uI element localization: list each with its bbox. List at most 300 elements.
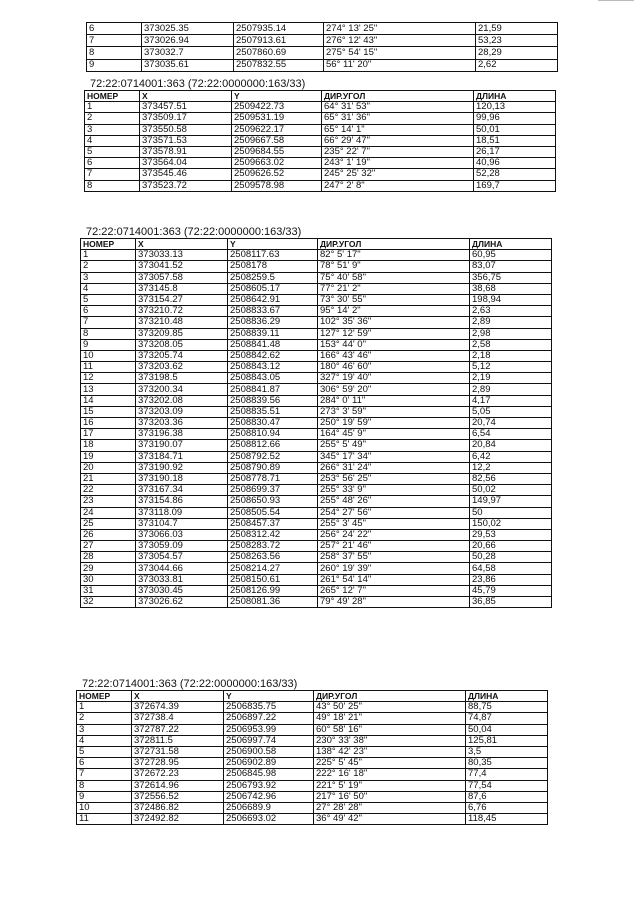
table <box>76 690 548 825</box>
cell-number: 21 <box>81 473 136 484</box>
cell-number: 7 <box>81 317 136 328</box>
table-row <box>77 735 548 746</box>
cell-length: 64,58 <box>470 563 552 574</box>
cell-direction-angle: 66° 29' 47" <box>322 135 474 146</box>
column-header: X <box>136 239 228 250</box>
cell-y: 2509626.52 <box>232 169 322 180</box>
table-row <box>87 23 558 35</box>
cell-direction-angle: 138° 42' 23" <box>314 746 466 757</box>
cell-x: 373054.57 <box>136 552 228 563</box>
cell-y: 2508841.87 <box>228 384 318 395</box>
cell-number: 16 <box>81 418 136 429</box>
cell-number: 4 <box>85 135 140 146</box>
cell-x: 372492.82 <box>132 814 224 825</box>
table-row <box>77 702 548 713</box>
cell-length: 74,87 <box>466 713 548 724</box>
cell-x: 373033.81 <box>136 574 228 585</box>
column-header: ДЛИНА <box>474 91 556 102</box>
table-row <box>81 350 552 361</box>
table-row <box>85 135 556 146</box>
table-row <box>85 113 556 124</box>
cell-y: 2508812.66 <box>228 440 318 451</box>
table-row <box>81 597 552 608</box>
cell-number: 10 <box>77 802 132 813</box>
cell-length: 40,96 <box>474 158 556 169</box>
cell-length: 2,89 <box>470 317 552 328</box>
cell-direction-angle: 266° 31' 24" <box>318 462 470 473</box>
cell-x: 373200.34 <box>136 384 228 395</box>
cell-length: 50,04 <box>466 724 548 735</box>
cell-length: 29,53 <box>470 529 552 540</box>
column-header: ДИР.УГОЛ <box>318 239 470 250</box>
cell-direction-angle: 73° 30' 55" <box>318 294 470 305</box>
cell-number: 30 <box>81 574 136 585</box>
cell-direction-angle: 255° 48' 26" <box>318 496 470 507</box>
cell-direction-angle: 82° 5' 17" <box>318 250 470 261</box>
cell-length: 20,84 <box>470 440 552 451</box>
cell-number: 25 <box>81 518 136 529</box>
cell-number: 7 <box>85 169 140 180</box>
table-row <box>77 746 548 757</box>
cell-x: 373026.94 <box>142 35 234 47</box>
cell-direction-angle: 153° 44' 0" <box>318 339 470 350</box>
cell-y: 2508790.89 <box>228 462 318 473</box>
cell-y: 2508642.91 <box>228 294 318 305</box>
cell-length: 23,86 <box>470 574 552 585</box>
table-row <box>85 102 556 113</box>
cell-length: 60,95 <box>470 250 552 261</box>
cell-length: 2,19 <box>470 373 552 384</box>
cell-length: 2,89 <box>470 384 552 395</box>
cell-x: 373118.09 <box>136 507 228 518</box>
cell-y: 2506742.96 <box>224 791 314 802</box>
cell-direction-angle: 221° 5' 19" <box>314 780 466 791</box>
cell-number: 8 <box>87 47 142 59</box>
table-row <box>81 552 552 563</box>
cell-y: 2508457.37 <box>228 518 318 529</box>
cell-direction-angle: 78° 51' 9" <box>318 261 470 272</box>
table-row <box>85 169 556 180</box>
cell-x: 373033.13 <box>136 250 228 261</box>
cell-length: 2,63 <box>470 306 552 317</box>
cell-direction-angle: 60° 58' 16" <box>314 724 466 735</box>
table-row <box>77 814 548 825</box>
cell-direction-angle: 49° 18' 21" <box>314 713 466 724</box>
table-row <box>81 451 552 462</box>
table-caption: 72:22:0714001:363 (72:22:0000000:163/33) <box>82 678 298 690</box>
cell-number: 22 <box>81 485 136 496</box>
cell-y: 2509531.19 <box>232 113 322 124</box>
cell-x: 372556.52 <box>132 791 224 802</box>
table-row <box>85 180 556 191</box>
cell-direction-angle: 164° 45' 9" <box>318 429 470 440</box>
cell-x: 372672.23 <box>132 769 224 780</box>
cell-number: 3 <box>81 272 136 283</box>
cell-number: 20 <box>81 462 136 473</box>
column-header: Y <box>232 91 322 102</box>
cell-y: 2508605.17 <box>228 283 318 294</box>
table-row <box>81 328 552 339</box>
table-row <box>81 272 552 283</box>
column-header: Y <box>224 691 314 702</box>
cell-y: 2508283.72 <box>228 541 318 552</box>
cell-number: 7 <box>77 769 132 780</box>
cell-length: 125,81 <box>466 735 548 746</box>
column-header: ДЛИНА <box>470 239 552 250</box>
cell-number: 2 <box>77 713 132 724</box>
cell-x: 373202.08 <box>136 395 228 406</box>
cell-direction-angle: 255° 5' 49" <box>318 440 470 451</box>
cell-y: 2508835.51 <box>228 406 318 417</box>
cell-number: 14 <box>81 395 136 406</box>
cell-direction-angle: 258° 37' 55" <box>318 552 470 563</box>
cell-x: 373564.04 <box>140 158 232 169</box>
table-row <box>81 395 552 406</box>
cell-length: 149,97 <box>470 496 552 507</box>
table-row <box>77 724 548 735</box>
table-row <box>81 283 552 294</box>
cell-direction-angle: 56° 11' 20" <box>324 59 476 71</box>
cell-x: 373578.91 <box>140 146 232 157</box>
cell-number: 8 <box>85 180 140 191</box>
cell-y: 2506693.02 <box>224 814 314 825</box>
cell-number: 19 <box>81 451 136 462</box>
table-row <box>87 59 558 71</box>
cell-x: 372787.22 <box>132 724 224 735</box>
cell-x: 373044.66 <box>136 563 228 574</box>
table-row <box>81 473 552 484</box>
column-header: ДИР.УГОЛ <box>322 91 474 102</box>
cell-number: 12 <box>81 373 136 384</box>
cell-x: 373190.92 <box>136 462 228 473</box>
cell-number: 5 <box>85 146 140 157</box>
cell-y: 2509622.17 <box>232 124 322 135</box>
cell-length: 4,17 <box>470 395 552 406</box>
cell-direction-angle: 235° 22' 7" <box>322 146 474 157</box>
cell-y: 2508081.36 <box>228 597 318 608</box>
cell-length: 6,76 <box>466 802 548 813</box>
cell-number: 6 <box>85 158 140 169</box>
table-row <box>77 769 548 780</box>
cell-x: 373203.62 <box>136 362 228 373</box>
cell-direction-angle: 95° 14' 2" <box>318 306 470 317</box>
cell-y: 2508126.99 <box>228 585 318 596</box>
coordinates-table-1 <box>86 22 558 72</box>
cell-length: 26,17 <box>474 146 556 157</box>
cell-number: 10 <box>81 350 136 361</box>
cell-length: 150,02 <box>470 518 552 529</box>
cell-length: 50,02 <box>470 485 552 496</box>
coordinates-table-2 <box>84 78 556 192</box>
cell-x: 373208.05 <box>136 339 228 350</box>
cell-y: 2506900.58 <box>224 746 314 757</box>
table-row <box>81 294 552 305</box>
cell-length: 21,59 <box>476 23 558 35</box>
coordinates-table-4 <box>76 678 548 825</box>
cell-x: 373032.7 <box>142 47 234 59</box>
cell-length: 198,94 <box>470 294 552 305</box>
cell-y: 2507935.14 <box>234 23 324 35</box>
cell-length: 2,18 <box>470 350 552 361</box>
cell-direction-angle: 306° 59' 20" <box>318 384 470 395</box>
cell-direction-angle: 265° 12' 7" <box>318 585 470 596</box>
column-header: X <box>132 691 224 702</box>
cell-y: 2508117.63 <box>228 250 318 261</box>
cell-y: 2508263.56 <box>228 552 318 563</box>
cell-y: 2508842.62 <box>228 350 318 361</box>
cell-number: 32 <box>81 597 136 608</box>
cell-x: 372731.58 <box>132 746 224 757</box>
cell-direction-angle: 27° 28' 28" <box>314 802 466 813</box>
cell-length: 99,96 <box>474 113 556 124</box>
cell-y: 2506997.74 <box>224 735 314 746</box>
cell-x: 373026.62 <box>136 597 228 608</box>
cell-y: 2508259.5 <box>228 272 318 283</box>
cell-y: 2508843.05 <box>228 373 318 384</box>
cell-direction-angle: 276° 12' 43" <box>324 35 476 47</box>
cell-direction-angle: 217° 16' 50" <box>314 791 466 802</box>
cell-y: 2506689.9 <box>224 802 314 813</box>
cell-x: 373145.8 <box>136 283 228 294</box>
table-header-row <box>85 91 556 102</box>
cell-length: 12,2 <box>470 462 552 473</box>
cell-x: 373066.03 <box>136 529 228 540</box>
table-row <box>81 261 552 272</box>
cell-x: 372728.95 <box>132 758 224 769</box>
cell-direction-angle: 245° 25' 32" <box>322 169 474 180</box>
cell-x: 373167.34 <box>136 485 228 496</box>
table <box>86 22 558 72</box>
cell-x: 373154.27 <box>136 294 228 305</box>
cell-y: 2508843.12 <box>228 362 318 373</box>
cell-x: 373457.51 <box>140 102 232 113</box>
cell-x: 372674.39 <box>132 702 224 713</box>
cell-length: 18,51 <box>474 135 556 146</box>
cell-length: 118,45 <box>466 814 548 825</box>
cell-number: 8 <box>81 328 136 339</box>
cell-y: 2506793.92 <box>224 780 314 791</box>
table-row <box>81 373 552 384</box>
cell-x: 373210.72 <box>136 306 228 317</box>
table-row <box>85 146 556 157</box>
table-row <box>81 440 552 451</box>
page-edge-mark <box>598 0 634 1</box>
cell-number: 6 <box>77 758 132 769</box>
cell-number: 24 <box>81 507 136 518</box>
cell-y: 2508836.29 <box>228 317 318 328</box>
cell-y: 2509667.58 <box>232 135 322 146</box>
cell-number: 7 <box>87 35 142 47</box>
cell-length: 120,13 <box>474 102 556 113</box>
table-row <box>77 791 548 802</box>
cell-x: 373550.58 <box>140 124 232 135</box>
cell-number: 11 <box>81 362 136 373</box>
cell-number: 1 <box>77 702 132 713</box>
cell-y: 2509578.98 <box>232 180 322 191</box>
cell-y: 2506902.89 <box>224 758 314 769</box>
cell-y: 2508839.56 <box>228 395 318 406</box>
cell-x: 372486.82 <box>132 802 224 813</box>
cell-number: 15 <box>81 406 136 417</box>
table-row <box>81 339 552 350</box>
cell-x: 372614.96 <box>132 780 224 791</box>
cell-direction-angle: 65° 14' 1" <box>322 124 474 135</box>
column-header: X <box>140 91 232 102</box>
cell-x: 373041.52 <box>136 261 228 272</box>
cell-number: 2 <box>85 113 140 124</box>
cell-y: 2508778.71 <box>228 473 318 484</box>
cell-number: 4 <box>77 735 132 746</box>
table-row <box>81 429 552 440</box>
table-row <box>77 758 548 769</box>
cell-length: 77,54 <box>466 780 548 791</box>
cell-direction-angle: 64° 31' 53" <box>322 102 474 113</box>
cell-y: 2508505.54 <box>228 507 318 518</box>
cell-y: 2508178 <box>228 261 318 272</box>
table-row <box>87 35 558 47</box>
cell-direction-angle: 273° 3' 59" <box>318 406 470 417</box>
cell-number: 18 <box>81 440 136 451</box>
cell-length: 3,5 <box>466 746 548 757</box>
table-row <box>81 462 552 473</box>
table-row <box>81 541 552 552</box>
cell-x: 373190.07 <box>136 440 228 451</box>
cell-length: 83,07 <box>470 261 552 272</box>
cell-direction-angle: 243° 1' 19" <box>322 158 474 169</box>
cell-y: 2508810.94 <box>228 429 318 440</box>
cell-number: 1 <box>85 102 140 113</box>
cell-x: 373209.85 <box>136 328 228 339</box>
cell-direction-angle: 225° 5' 45" <box>314 758 466 769</box>
table-row <box>87 47 558 59</box>
cell-x: 373196.38 <box>136 429 228 440</box>
cell-y: 2508833.67 <box>228 306 318 317</box>
coordinates-table-3 <box>80 226 552 608</box>
table <box>80 238 552 608</box>
cell-number: 26 <box>81 529 136 540</box>
cell-x: 373035.61 <box>142 59 234 71</box>
cell-length: 53,23 <box>476 35 558 47</box>
cell-length: 169,7 <box>474 180 556 191</box>
table-row <box>81 563 552 574</box>
cell-number: 13 <box>81 384 136 395</box>
cell-x: 373523.72 <box>140 180 232 191</box>
column-header: НОМЕР <box>85 91 140 102</box>
cell-y: 2506953.99 <box>224 724 314 735</box>
table-row <box>81 529 552 540</box>
column-header: ДИР.УГОЛ <box>314 691 466 702</box>
cell-x: 373203.09 <box>136 406 228 417</box>
cell-y: 2506897.22 <box>224 713 314 724</box>
cell-x: 373190.18 <box>136 473 228 484</box>
cell-x: 373205.74 <box>136 350 228 361</box>
table-row <box>77 780 548 791</box>
cell-x: 373184.71 <box>136 451 228 462</box>
table-header-row <box>77 691 548 702</box>
cell-length: 6,42 <box>470 451 552 462</box>
cell-direction-angle: 166° 43' 46" <box>318 350 470 361</box>
cell-length: 6,54 <box>470 429 552 440</box>
cell-length: 45,79 <box>470 585 552 596</box>
cell-direction-angle: 79° 49' 28" <box>318 597 470 608</box>
cell-number: 31 <box>81 585 136 596</box>
cell-length: 5,12 <box>470 362 552 373</box>
cell-y: 2508792.52 <box>228 451 318 462</box>
cell-direction-angle: 254° 27' 56" <box>318 507 470 518</box>
table-row <box>81 362 552 373</box>
cell-length: 82,56 <box>470 473 552 484</box>
cell-x: 372811.5 <box>132 735 224 746</box>
cell-length: 2,62 <box>476 59 558 71</box>
cell-direction-angle: 327° 19' 40" <box>318 373 470 384</box>
cell-length: 2,98 <box>470 328 552 339</box>
cell-x: 373154.86 <box>136 496 228 507</box>
cell-number: 6 <box>87 23 142 35</box>
cell-direction-angle: 274° 13' 25" <box>324 23 476 35</box>
table-caption: 72:22:0714001:363 (72:22:0000000:163/33) <box>86 226 302 238</box>
cell-x: 373203.36 <box>136 418 228 429</box>
cell-direction-angle: 253° 56' 25" <box>318 473 470 484</box>
cell-number: 23 <box>81 496 136 507</box>
table-row <box>81 418 552 429</box>
column-header: НОМЕР <box>77 691 132 702</box>
column-header: ДЛИНА <box>466 691 548 702</box>
cell-y: 2508841.48 <box>228 339 318 350</box>
cell-x: 373057.58 <box>136 272 228 283</box>
cell-length: 5,05 <box>470 406 552 417</box>
cell-y: 2508312.42 <box>228 529 318 540</box>
cell-direction-angle: 36° 49' 42" <box>314 814 466 825</box>
cell-x: 372738.4 <box>132 713 224 724</box>
cell-x: 373210.48 <box>136 317 228 328</box>
cell-length: 38,68 <box>470 283 552 294</box>
cell-length: 20,66 <box>470 541 552 552</box>
cell-y: 2508150.61 <box>228 574 318 585</box>
table-row <box>77 713 548 724</box>
cell-direction-angle: 127° 12' 59" <box>318 328 470 339</box>
cell-length: 356,75 <box>470 272 552 283</box>
cell-number: 3 <box>85 124 140 135</box>
cell-direction-angle: 345° 17' 34" <box>318 451 470 462</box>
cell-length: 88,75 <box>466 702 548 713</box>
cell-x: 373198.5 <box>136 373 228 384</box>
table-row <box>77 802 548 813</box>
cell-y: 2508699.37 <box>228 485 318 496</box>
column-header: НОМЕР <box>81 239 136 250</box>
table-row <box>81 406 552 417</box>
cell-direction-angle: 75° 40' 58" <box>318 272 470 283</box>
cell-number: 4 <box>81 283 136 294</box>
cell-direction-angle: 180° 46' 60" <box>318 362 470 373</box>
cell-direction-angle: 102° 35' 36" <box>318 317 470 328</box>
table-row <box>85 124 556 135</box>
cell-y: 2506835.75 <box>224 702 314 713</box>
cell-number: 29 <box>81 563 136 574</box>
cell-length: 52,28 <box>474 169 556 180</box>
cell-number: 17 <box>81 429 136 440</box>
cell-length: 50 <box>470 507 552 518</box>
cell-y: 2506845.98 <box>224 769 314 780</box>
cell-number: 9 <box>77 791 132 802</box>
table-row <box>81 507 552 518</box>
cell-direction-angle: 250° 19' 59" <box>318 418 470 429</box>
cell-length: 87,6 <box>466 791 548 802</box>
cell-x: 373509.17 <box>140 113 232 124</box>
cell-x: 373030.45 <box>136 585 228 596</box>
table-row <box>81 518 552 529</box>
cell-number: 2 <box>81 261 136 272</box>
cell-y: 2508839.11 <box>228 328 318 339</box>
